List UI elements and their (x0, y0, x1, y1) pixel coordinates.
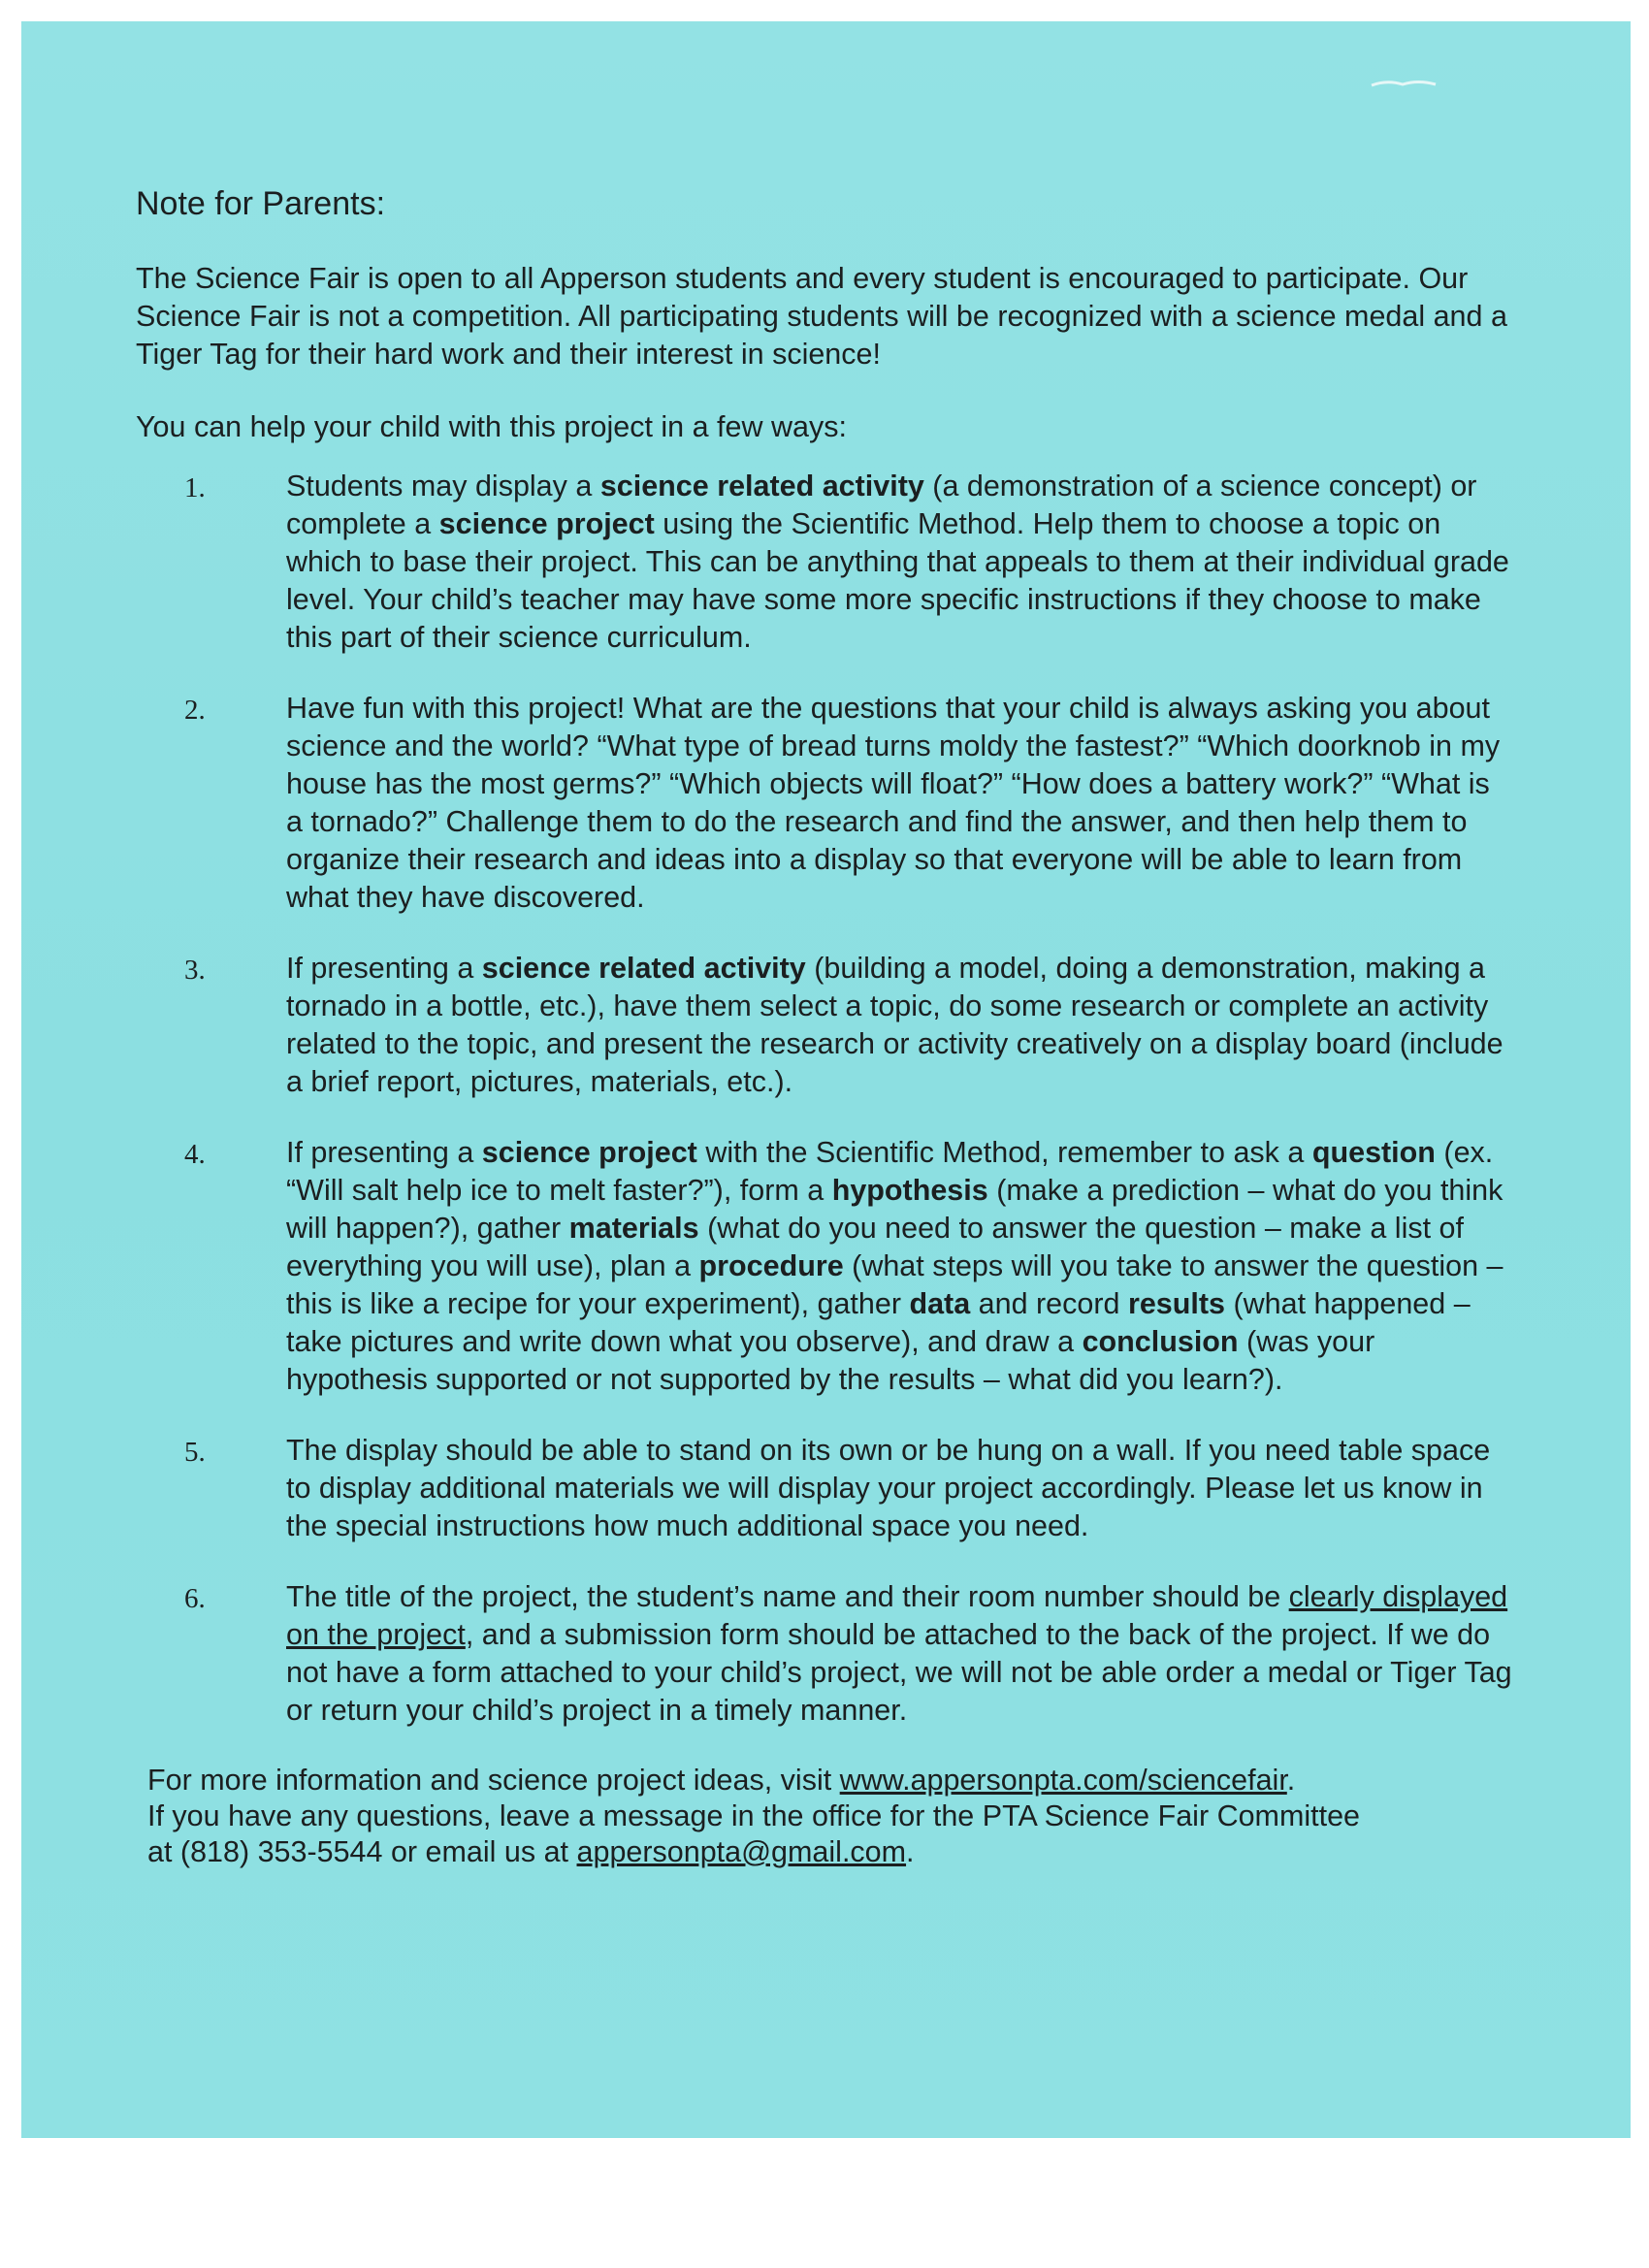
footer-text: . (1286, 1764, 1296, 1797)
help-list (136, 468, 1513, 1730)
item-text: (building a model, doing a demonstration, making a tornado in a bottle, etc.), have them select a topic, do some research or complete an activity related to the topic, and present the research or activity creatively on a display board (include a brief report, pictures, materials, etc.). (286, 952, 1504, 1098)
list-item-4 (136, 1134, 1513, 1399)
website-link[interactable]: www.appersonpta.com/sciencefair (839, 1764, 1287, 1797)
contact-footer (136, 1763, 1513, 1870)
item-text: (what do you need to answer the question – make a list of everything you will use), plan a (286, 1212, 1464, 1282)
item-bold-term: science related activity (481, 952, 806, 985)
item-text: (ex. “Will salt help ice to melt faster?”), form a (286, 1136, 1494, 1207)
item-text: (make a prediction – what do you think will happen?), gather (286, 1174, 1504, 1245)
item-bold-term: materials (568, 1212, 699, 1245)
item-bold-term: results (1127, 1287, 1225, 1320)
footer-text: at (818) 353-5544 or email us at (147, 1835, 577, 1868)
intro-paragraph: The Science Fair is open to all Apperson students and every student is encouraged to participate. Our Science Fair is not a competition. All participating students will be recognized with a science medal and a Tiger Tag for their hard work and their interest in science! (136, 262, 1507, 371)
list-item-2 (136, 690, 1513, 917)
footer-text: For more information and science project ideas, visit (147, 1764, 840, 1797)
item-number: 4. (184, 1139, 206, 1170)
item-text: (a demonstration of a science concept) or complete a (286, 470, 1477, 540)
item-bold-term: hypothesis (831, 1174, 988, 1207)
item-bold-term: science project (438, 507, 655, 540)
list-item-3 (136, 950, 1513, 1101)
item-bold-term: procedure (698, 1249, 844, 1282)
item-text: and record (970, 1287, 1128, 1320)
item-number: 3. (184, 955, 206, 986)
list-item-1 (136, 468, 1513, 657)
item-text: with the Scientific Method, remember to ask a (696, 1136, 1312, 1169)
item-text: The title of the project, the student’s name and their room number should be (286, 1580, 1289, 1613)
email-link[interactable]: appersonpta@gmail.com (576, 1835, 907, 1868)
item-bold-term: science project (481, 1136, 697, 1169)
item-number: 6. (184, 1583, 206, 1614)
item-number: 2. (184, 695, 206, 726)
item-text: Students may display a (286, 470, 600, 502)
item-bold-term: question (1311, 1136, 1436, 1169)
paper-sheet (21, 21, 1631, 2138)
staple-mark (1370, 80, 1438, 87)
item-bold-term: conclusion (1082, 1325, 1239, 1358)
item-number: 1. (184, 472, 206, 503)
list-item-6 (136, 1578, 1513, 1730)
footer-line-website (147, 1763, 1513, 1798)
list-item-5 (136, 1432, 1513, 1545)
note-heading: Note for Parents: (136, 185, 386, 222)
item-text: (was your hypothesis supported or not supported by the results – what did you learn?). (286, 1325, 1375, 1396)
item-bold-term: data (909, 1287, 971, 1320)
item-text: using the Scientific Method. Help them to choose a topic on which to base their project. This can be anything that appeals to them at their individual grade level. Your child’s teacher may have some more specific instructions if they choose to make this part of their science curriculum. (286, 507, 1509, 654)
item-text: (what happened – take pictures and write down what you observe), and draw a (286, 1287, 1471, 1358)
item-text: The display should be able to stand on its own or be hung on a wall. If you need table space to display additional materials we will display your project accordingly. Please let us know in the special instructions how much additional space you need. (286, 1434, 1491, 1542)
item-text: Have fun with this project! What are the questions that your child is always asking you about science and the world? “What type of bread turns moldy the fastest?” “Which doorknob in my house has the most germs?” “Which objects will float?” “How does a battery work?” “What is a tornado?” Challenge them to do the research and find the answer, and then help them to organize their research and ideas into a display so that everyone will be able to learn from what they have discovered. (286, 692, 1501, 914)
item-text: (what steps will you take to answer the question – this is like a recipe for your experiment), gather (286, 1249, 1504, 1320)
item-text: If presenting a (286, 952, 482, 985)
note-content (136, 184, 1513, 1870)
footer-line-contact (147, 1834, 1513, 1870)
item-underlined-text: clearly displayed on the project (286, 1580, 1508, 1651)
item-bold-term: science related activity (599, 470, 924, 502)
item-number: 5. (184, 1437, 206, 1468)
item-text: If presenting a (286, 1136, 482, 1169)
item-text: , and a submission form should be attached to the back of the project. If we do not have a form attached to your child’s project, we will not be able order a medal or Tiger Tag or return your child’s project in a timely manner. (286, 1618, 1512, 1727)
help-lead-sentence: You can help your child with this project in a few ways: (136, 410, 847, 443)
footer-line-questions: If you have any questions, leave a message in the office for the PTA Science Fair Committee (147, 1799, 1361, 1832)
footer-text: . (906, 1835, 915, 1868)
